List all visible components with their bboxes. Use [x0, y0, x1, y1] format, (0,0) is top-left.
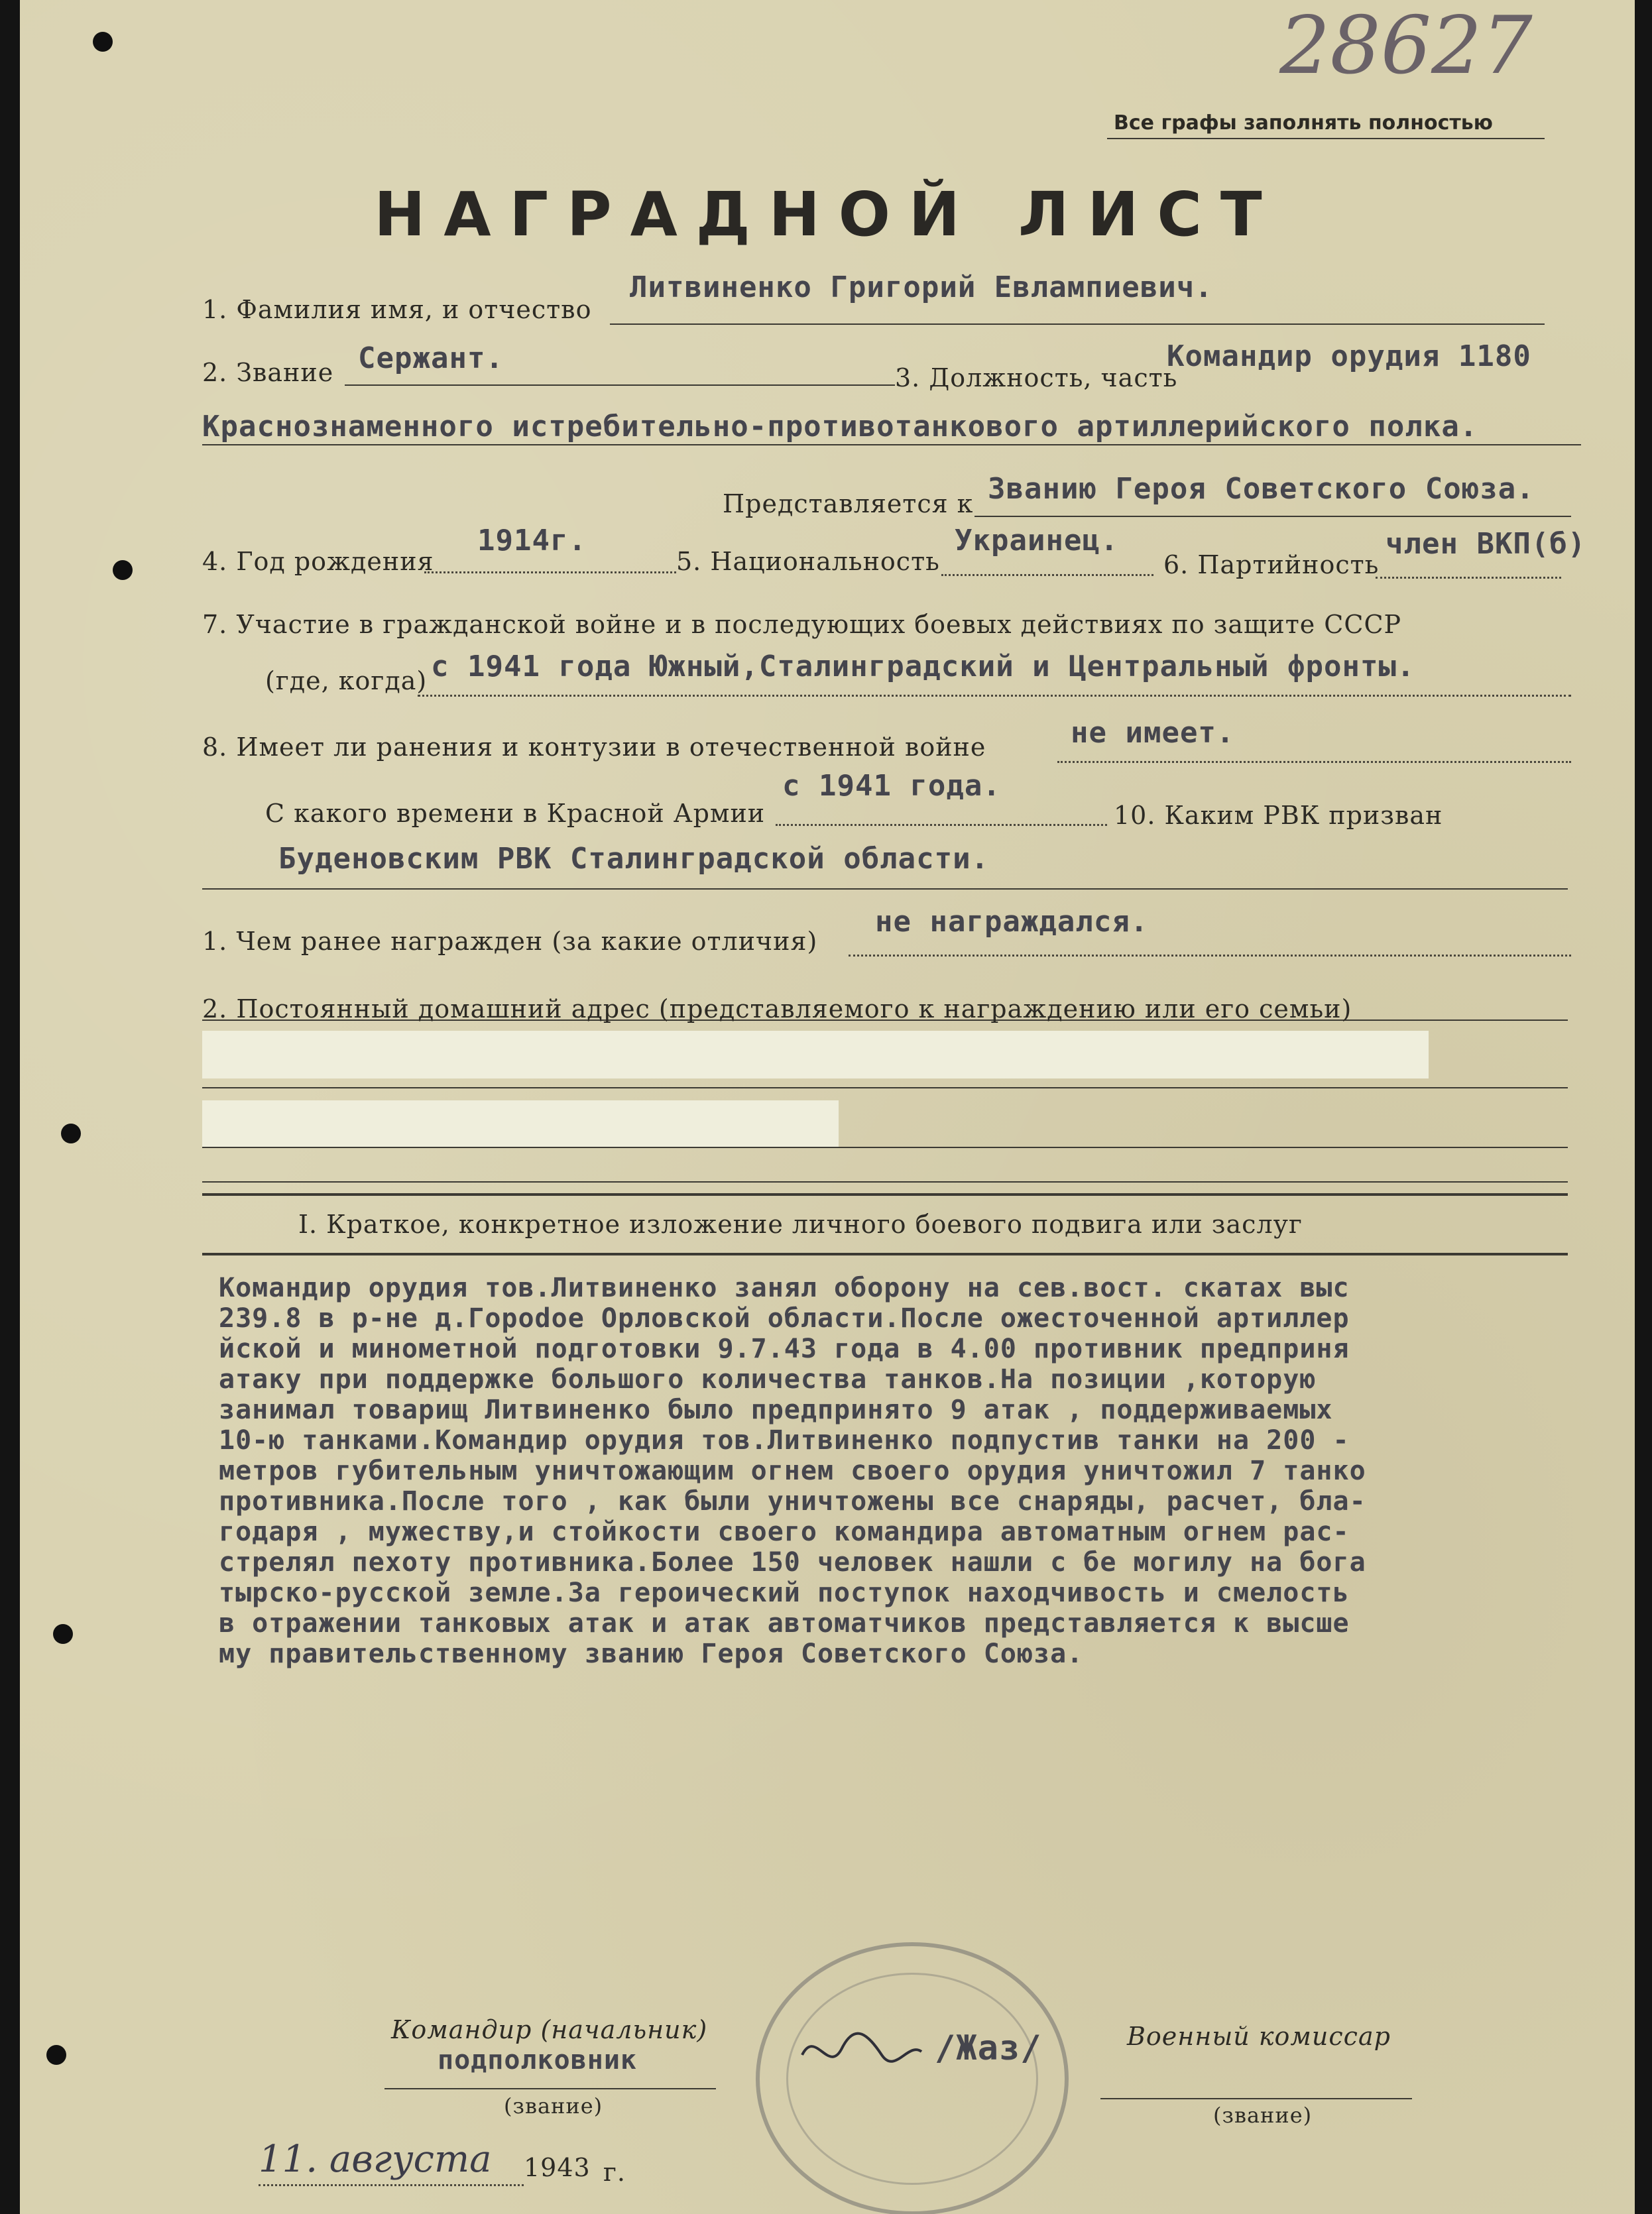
field-11-line — [849, 955, 1571, 957]
field-12-line-2 — [202, 1147, 1568, 1148]
story-line: атаку при поддержке большого количества танков.На позиции ,которую — [219, 1364, 1317, 1395]
field-8-value: не имеет. — [1071, 716, 1235, 750]
story-line: стрелял пехоту противника.Более 150 человек нашли с бе могилу на бога — [219, 1547, 1366, 1578]
field-1-line — [610, 323, 1545, 325]
story-line: 239.8 в р-не д.Гороdoe Орловской области.После ожесточенной артиллер — [219, 1303, 1350, 1334]
field-3-value: Командир орудия 1180 — [1167, 339, 1531, 373]
story-line: тырско-русской земле.За героический поступок находчивость и смелость — [219, 1578, 1350, 1608]
field-5-label: 5. Национальность — [676, 547, 940, 576]
redacted-address — [202, 1031, 1429, 1078]
field-7-value: с 1941 года Южный,Сталинградский и Центральный фронты. — [431, 650, 1415, 683]
field-4-line — [424, 571, 676, 573]
field-11-value: не награждался. — [875, 905, 1149, 939]
field-5-line — [941, 574, 1153, 576]
field-4-value: 1914г. — [477, 524, 587, 557]
field-4-label: 4. Год рождения — [202, 547, 434, 576]
punch-hole — [53, 1624, 73, 1644]
story-line: му правительственному званию Героя Советского Союза. — [219, 1639, 1084, 1669]
commissar-rank-caption: (звание) — [1213, 2103, 1313, 2128]
award-sheet — [20, 0, 1635, 2214]
field-7-sublabel: (где, когда) — [265, 666, 428, 695]
field-9-line — [776, 824, 1107, 826]
field-3-value-cont: Краснознаменного истребительно-противотанкового артиллерийского полка. — [202, 410, 1478, 443]
fill-all-note: Все графы заполнять полностью — [1114, 111, 1493, 135]
story-line: Командир орудия тов.Литвиненко занял оборону на сев.вост. скатах выс — [219, 1273, 1350, 1303]
date-handwritten: 11. августа — [259, 2138, 492, 2181]
commander-rank: подполковник — [438, 2045, 637, 2075]
field-10-line — [202, 888, 1568, 890]
field-7-label: 7. Участие в гражданской войне и в последующих боевых действиях по защите СССР — [202, 610, 1402, 639]
presented-line — [974, 516, 1571, 517]
field-5-value: Украинец. — [955, 524, 1119, 557]
field-2-label: 2. Звание — [202, 358, 334, 387]
redacted-address — [202, 1100, 839, 1148]
story-line: годаря , мужеству,и стойкости своего командира автоматным огнем рас- — [219, 1517, 1350, 1547]
field-6-value: член ВКП(б) — [1386, 527, 1586, 561]
story-line: 10-ю танками.Командир орудия тов.Литвиненко подпустив танки на 200 - — [219, 1425, 1350, 1456]
presented-label: Представляется к — [723, 489, 974, 518]
date-line — [259, 2184, 524, 2186]
date-suffix: г. — [603, 2158, 626, 2187]
field-8-line — [1057, 761, 1571, 763]
field-3-line — [202, 444, 1581, 445]
field-8-label: 8. Имеет ли ранения и контузии в отечественной войне — [202, 732, 986, 762]
field-7-line — [418, 695, 1571, 697]
section-heading: I. Краткое, конкретное изложение личного боевого подвига или заслуг — [298, 1210, 1303, 1239]
commissar-rank-line — [1100, 2098, 1412, 2099]
field-12-line — [202, 1087, 1568, 1088]
field-9-value: с 1941 года. — [782, 769, 1001, 803]
document-title: НАГРАДНОЙ ЛИСТ — [374, 179, 1281, 250]
story-line: в отражении танковых атак и атак автоматчиков представляется к высше — [219, 1608, 1350, 1639]
field-2-value: Сержант. — [358, 341, 504, 375]
punch-hole — [46, 2045, 66, 2065]
commander-label: Командир (начальник) — [391, 2015, 708, 2044]
story-line: метров губительным уничтожающим огнем своего орудия уничтожил 7 танко — [219, 1456, 1366, 1486]
punch-hole — [61, 1124, 81, 1143]
field-2-line — [345, 384, 895, 386]
field-1-value: Литвиненко Григорий Евлампиевич. — [630, 270, 1213, 304]
section-bottom-rule — [202, 1253, 1568, 1255]
field-9-label: С какого времени в Красной Армии — [265, 799, 766, 828]
story-text — [219, 1273, 1635, 1669]
field-10-value: Буденовским РВК Сталинградской области. — [278, 842, 990, 876]
field-1-label: 1. Фамилия имя, и отчество — [202, 295, 592, 324]
field-10-label: 10. Каким РВК призван — [1114, 801, 1443, 830]
date-year: 1943 — [524, 2153, 591, 2182]
field-11-label: 1. Чем ранее награжден (за какие отличия) — [202, 927, 818, 956]
field-3-label: 3. Должность, часть — [895, 363, 1178, 392]
section-top-rule — [202, 1193, 1568, 1196]
story-line: занимал товарищ Литвиненко было предпринято 9 атак , поддерживаемых — [219, 1395, 1333, 1425]
field-6-label: 6. Партийность — [1163, 550, 1380, 579]
punch-hole — [93, 32, 113, 52]
commissar-label: Военный комиссар — [1127, 2022, 1391, 2051]
archive-number: 28627 — [1279, 0, 1533, 92]
handwritten-signature — [796, 2015, 928, 2088]
commander-signature: /Жаз/ — [935, 2028, 1042, 2068]
field-12-line-3 — [202, 1181, 1568, 1183]
commander-rank-caption: (звание) — [504, 2093, 603, 2119]
commander-rank-line — [384, 2088, 716, 2089]
story-line: йской и минометной подготовки 9.7.43 года в 4.00 противник предприня — [219, 1334, 1350, 1364]
story-line: противника.После того , как были уничтожены все снаряды, расчет, бла- — [219, 1486, 1366, 1517]
note-underline — [1107, 138, 1545, 139]
field-12-label: 2. Постоянный домашний адрес (представляемого к награждению или его семьи) — [202, 994, 1352, 1023]
presented-value: Званию Героя Советского Союза. — [988, 472, 1535, 506]
field-6-line — [1376, 577, 1561, 579]
punch-hole — [113, 560, 133, 580]
